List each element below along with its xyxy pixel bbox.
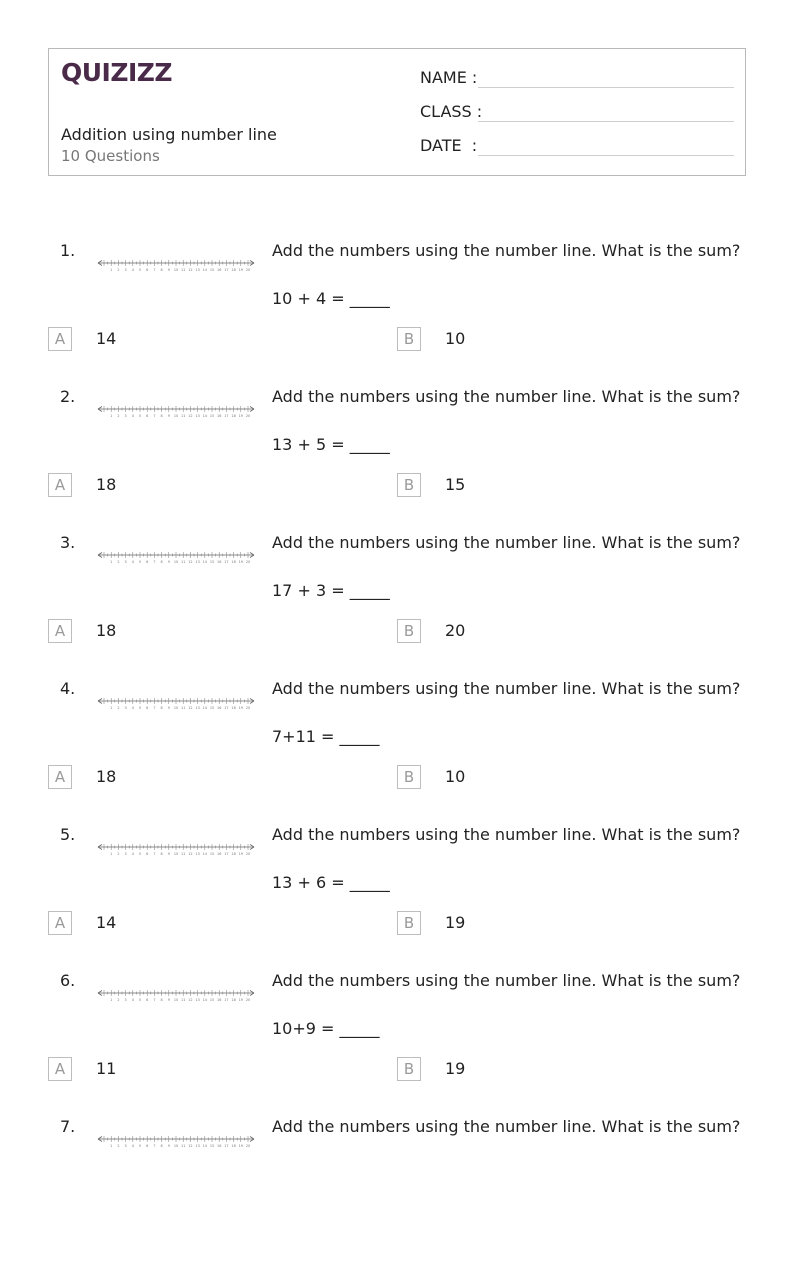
number-line-label: 9 xyxy=(167,852,170,856)
class-label: CLASS : xyxy=(420,102,483,121)
number-line-label: 15 xyxy=(209,998,215,1002)
question-count: 10 Questions xyxy=(61,147,160,165)
number-line-label: 6 xyxy=(146,1144,149,1148)
number-line-label: 2 xyxy=(117,560,120,564)
option-b-checkbox[interactable]: B xyxy=(397,765,421,789)
number-line-label: 17 xyxy=(224,560,229,564)
number-line-label: 17 xyxy=(224,414,229,418)
number-line-label: 10 xyxy=(173,268,179,272)
number-line-label: 9 xyxy=(167,268,170,272)
number-line-label: 11 xyxy=(181,414,186,418)
number-line-label: 1 xyxy=(110,268,113,272)
number-line-label: 12 xyxy=(188,560,193,564)
number-line-label: 5 xyxy=(138,1144,142,1148)
number-line-label: 7 xyxy=(153,852,156,856)
option-a-checkbox[interactable]: A xyxy=(48,1057,72,1081)
number-line-label: 6 xyxy=(146,852,149,856)
number-line-label: 8 xyxy=(160,268,163,272)
question-prompt: Add the numbers using the number line. What is the sum? xyxy=(272,533,741,552)
number-line-label: 1 xyxy=(110,560,113,564)
number-line-label: 20 xyxy=(245,852,251,856)
number-line-label: 7 xyxy=(153,560,156,564)
question-number: 3. xyxy=(60,533,76,552)
number-line-label: 20 xyxy=(245,268,251,272)
number-line-label: 13 xyxy=(195,706,200,710)
number-line-label: 9 xyxy=(167,560,170,564)
number-line-label: 1 xyxy=(110,1144,113,1148)
number-line-label: 5 xyxy=(138,414,142,418)
number-line-label: 16 xyxy=(217,852,222,856)
number-line-label: 12 xyxy=(188,414,193,418)
number-line-label: 19 xyxy=(238,414,243,418)
number-line-label: 11 xyxy=(181,998,186,1002)
name-label: NAME : xyxy=(420,68,478,87)
number-line-label: 3 xyxy=(124,1144,127,1148)
number-line-label: 16 xyxy=(217,706,222,710)
number-line-label: 17 xyxy=(224,998,229,1002)
number-line-label: 17 xyxy=(224,268,229,272)
number-line-image xyxy=(96,403,256,419)
question-number: 1. xyxy=(60,241,76,260)
question-number: 6. xyxy=(60,971,76,990)
number-line-label: 10 xyxy=(173,414,179,418)
number-line-label: 14 xyxy=(202,268,207,272)
number-line-label: 20 xyxy=(245,1144,251,1148)
question-expression: 17 + 3 = _____ xyxy=(272,581,390,600)
number-line-label: 9 xyxy=(167,998,170,1002)
question-number: 4. xyxy=(60,679,76,698)
question-number: 5. xyxy=(60,825,76,844)
number-line-label: 20 xyxy=(245,560,251,564)
number-line-label: 13 xyxy=(195,268,200,272)
number-line-label: 8 xyxy=(160,414,163,418)
option-b-text: 19 xyxy=(445,1059,466,1078)
number-line-label: 3 xyxy=(124,998,127,1002)
number-line-label: 4 xyxy=(131,706,134,710)
number-line-label: 10 xyxy=(173,706,179,710)
number-line-label: 14 xyxy=(202,998,207,1002)
question-item xyxy=(0,825,794,971)
number-line-label: 10 xyxy=(173,852,179,856)
number-line-label: 18 xyxy=(231,852,236,856)
option-a-text: 18 xyxy=(96,767,117,786)
number-line-label: 20 xyxy=(245,706,251,710)
number-line-label: 13 xyxy=(195,560,200,564)
option-b-text: 10 xyxy=(445,329,466,348)
number-line-label: 7 xyxy=(153,268,156,272)
number-line-label: 14 xyxy=(202,852,207,856)
number-line-label: 15 xyxy=(209,414,215,418)
number-line-label: 6 xyxy=(146,560,149,564)
number-line-image xyxy=(96,987,256,1003)
option-b-text: 19 xyxy=(445,913,466,932)
number-line-label: 7 xyxy=(153,414,156,418)
number-line-label: 7 xyxy=(153,1144,156,1148)
number-line-label: 8 xyxy=(160,852,163,856)
number-line-label: 16 xyxy=(217,414,222,418)
number-line-label: 19 xyxy=(238,268,243,272)
option-a-checkbox[interactable]: A xyxy=(48,619,72,643)
number-line-label: 6 xyxy=(146,268,149,272)
number-line-image xyxy=(96,695,256,711)
question-item xyxy=(0,533,794,679)
number-line-label: 16 xyxy=(217,998,222,1002)
option-b-text: 20 xyxy=(445,621,466,640)
question-prompt: Add the numbers using the number line. What is the sum? xyxy=(272,241,741,260)
number-line-label: 14 xyxy=(202,414,207,418)
number-line-label: 9 xyxy=(167,1144,170,1148)
number-line-label: 2 xyxy=(117,998,120,1002)
number-line-label: 1 xyxy=(110,414,113,418)
option-a-checkbox[interactable]: A xyxy=(48,911,72,935)
option-b-checkbox[interactable]: B xyxy=(397,619,421,643)
number-line-label: 12 xyxy=(188,998,193,1002)
number-line-label: 7 xyxy=(153,998,156,1002)
number-line-label: 17 xyxy=(224,1144,229,1148)
number-line-label: 15 xyxy=(209,268,215,272)
option-a-text: 18 xyxy=(96,621,117,640)
number-line-label: 13 xyxy=(195,414,200,418)
number-line-image xyxy=(96,257,256,273)
number-line-label: 14 xyxy=(202,560,207,564)
number-line-label: 13 xyxy=(195,998,200,1002)
option-b-text: 15 xyxy=(445,475,466,494)
option-a-text: 14 xyxy=(96,329,117,348)
number-line-label: 2 xyxy=(117,852,120,856)
number-line-label: 4 xyxy=(131,852,134,856)
number-line-label: 10 xyxy=(173,560,179,564)
option-a-text: 18 xyxy=(96,475,117,494)
number-line-label: 20 xyxy=(245,414,251,418)
number-line-label: 8 xyxy=(160,706,163,710)
number-line-label: 15 xyxy=(209,706,215,710)
number-line-label: 12 xyxy=(188,268,193,272)
number-line-label: 2 xyxy=(117,268,120,272)
option-a-text: 14 xyxy=(96,913,117,932)
number-line-label: 7 xyxy=(153,706,156,710)
option-a-checkbox[interactable]: A xyxy=(48,473,72,497)
worksheet-title: Addition using number line xyxy=(61,125,277,144)
number-line-label: 1 xyxy=(110,852,113,856)
option-b-checkbox[interactable]: B xyxy=(397,327,421,351)
number-line-label: 19 xyxy=(238,706,243,710)
question-item xyxy=(0,971,794,1117)
number-line-label: 2 xyxy=(117,706,120,710)
number-line-label: 4 xyxy=(131,414,134,418)
number-line-label: 11 xyxy=(181,1144,186,1148)
question-item xyxy=(0,1117,794,1263)
number-line-label: 19 xyxy=(238,852,243,856)
number-line-label: 11 xyxy=(181,852,186,856)
number-line-label: 3 xyxy=(124,560,127,564)
option-b-checkbox[interactable]: B xyxy=(397,473,421,497)
question-expression: 13 + 5 = _____ xyxy=(272,435,390,454)
number-line-label: 20 xyxy=(245,998,251,1002)
number-line-label: 2 xyxy=(117,414,120,418)
number-line-label: 18 xyxy=(231,414,236,418)
option-a-checkbox[interactable]: A xyxy=(48,327,72,351)
number-line-label: 19 xyxy=(238,998,243,1002)
number-line-image xyxy=(96,549,256,565)
number-line-label: 19 xyxy=(238,560,243,564)
number-line-label: 13 xyxy=(195,852,200,856)
number-line-label: 3 xyxy=(124,268,127,272)
question-number: 2. xyxy=(60,387,76,406)
number-line-label: 16 xyxy=(217,268,222,272)
number-line-label: 11 xyxy=(181,560,186,564)
number-line-label: 6 xyxy=(146,998,149,1002)
quizizz-logo: QUIZIZZ xyxy=(61,58,173,87)
number-line-label: 8 xyxy=(160,560,163,564)
number-line-label: 11 xyxy=(181,706,186,710)
number-line-label: 8 xyxy=(160,1144,163,1148)
number-line-label: 14 xyxy=(202,1144,207,1148)
question-expression: 13 + 6 = _____ xyxy=(272,873,390,892)
number-line-label: 5 xyxy=(138,560,142,564)
question-expression: 7+11 = _____ xyxy=(272,727,380,746)
question-number: 7. xyxy=(60,1117,76,1136)
number-line-label: 17 xyxy=(224,852,229,856)
number-line-label: 5 xyxy=(138,998,142,1002)
number-line-label: 15 xyxy=(209,560,215,564)
question-prompt: Add the numbers using the number line. What is the sum? xyxy=(272,679,741,698)
question-item xyxy=(0,241,794,387)
number-line-label: 3 xyxy=(124,852,127,856)
number-line-label: 10 xyxy=(173,1144,179,1148)
option-b-text: 10 xyxy=(445,767,466,786)
number-line-label: 3 xyxy=(124,706,127,710)
number-line-label: 4 xyxy=(131,1144,134,1148)
number-line-label: 14 xyxy=(202,706,207,710)
number-line-label: 18 xyxy=(231,998,236,1002)
question-item xyxy=(0,387,794,533)
question-prompt: Add the numbers using the number line. What is the sum? xyxy=(272,825,741,844)
number-line-label: 1 xyxy=(110,706,113,710)
number-line-label: 4 xyxy=(131,998,134,1002)
number-line-label: 12 xyxy=(188,706,193,710)
number-line-label: 18 xyxy=(231,268,236,272)
number-line-label: 18 xyxy=(231,706,236,710)
number-line-label: 6 xyxy=(146,414,149,418)
question-item xyxy=(0,679,794,825)
number-line-label: 10 xyxy=(173,998,179,1002)
option-b-checkbox[interactable]: B xyxy=(397,911,421,935)
number-line-label: 5 xyxy=(138,268,142,272)
number-line-label: 19 xyxy=(238,1144,243,1148)
question-prompt: Add the numbers using the number line. What is the sum? xyxy=(272,387,741,406)
number-line-label: 11 xyxy=(181,268,186,272)
number-line-label: 18 xyxy=(231,560,236,564)
number-line-label: 5 xyxy=(138,852,142,856)
question-expression: 10+9 = _____ xyxy=(272,1019,380,1038)
number-line-label: 6 xyxy=(146,706,149,710)
number-line-label: 4 xyxy=(131,268,134,272)
number-line-label: 9 xyxy=(167,706,170,710)
option-a-checkbox[interactable]: A xyxy=(48,765,72,789)
number-line-label: 15 xyxy=(209,1144,215,1148)
number-line-label: 12 xyxy=(188,852,193,856)
option-b-checkbox[interactable]: B xyxy=(397,1057,421,1081)
number-line-label: 3 xyxy=(124,414,127,418)
number-line-label: 13 xyxy=(195,1144,200,1148)
question-prompt: Add the numbers using the number line. What is the sum? xyxy=(272,971,741,990)
number-line-label: 18 xyxy=(231,1144,236,1148)
date-label: DATE : xyxy=(420,136,478,155)
number-line-label: 4 xyxy=(131,560,134,564)
number-line-label: 17 xyxy=(224,706,229,710)
number-line-image xyxy=(96,1133,256,1149)
number-line-label: 8 xyxy=(160,998,163,1002)
number-line-label: 12 xyxy=(188,1144,193,1148)
option-a-text: 11 xyxy=(96,1059,117,1078)
number-line-label: 16 xyxy=(217,1144,222,1148)
number-line-label: 9 xyxy=(167,414,170,418)
question-prompt: Add the numbers using the number line. What is the sum? xyxy=(272,1117,741,1136)
number-line-image xyxy=(96,841,256,857)
number-line-label: 5 xyxy=(138,706,142,710)
number-line-label: 1 xyxy=(110,998,113,1002)
number-line-label: 15 xyxy=(209,852,215,856)
question-expression: 10 + 4 = _____ xyxy=(272,289,390,308)
number-line-label: 2 xyxy=(117,1144,120,1148)
number-line-label: 16 xyxy=(217,560,222,564)
